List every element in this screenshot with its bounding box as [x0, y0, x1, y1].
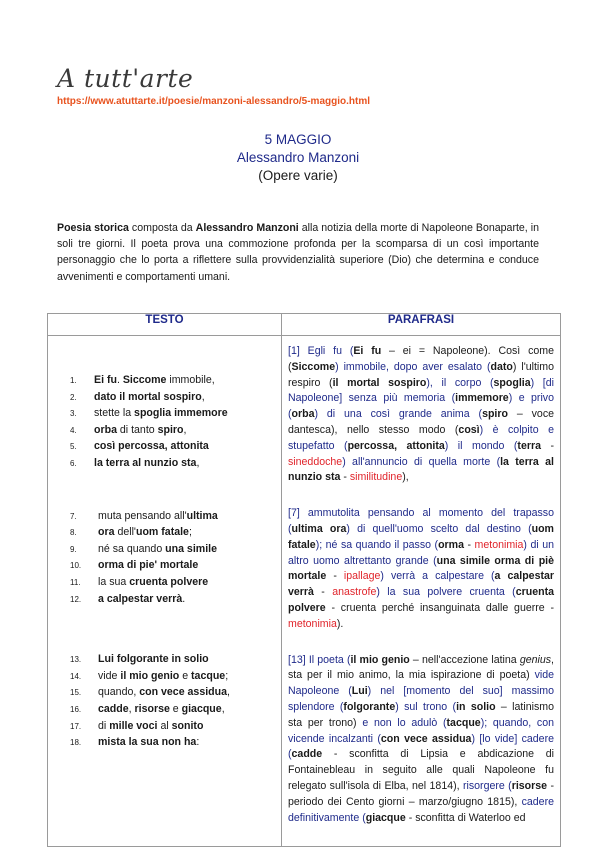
verse-number: 12.	[70, 594, 82, 604]
verse-number: 16.	[70, 704, 82, 714]
verse-line	[48, 559, 281, 576]
verse-ref: [1]	[288, 345, 300, 357]
verse-text: stette la spoglia immemore	[94, 407, 228, 420]
parafrasi-cell	[282, 336, 561, 847]
parafrasi-block-3: [13] Il poeta (il mio genio – nell'accezione latina genius, sta per il mio animo, la mia ispirazione di poeta) vide Napoleone (Lui) nel [momento del suo] massimo splendore (folgorante) sul trono (in solio – latinismo sta per trono) e non lo adulò (tacque); quando, con vicende incalzanti (con vece assidua) [lo vide] cadere (cadde - sconfitta di Lipsia e abdicazione di Fontainebleau in seguito alle quali Napoleone fu relegato sull'isola di Elba, nel 1814), risorgere (risorse - periodo dei Cento giorni – marzo/giugno 1815), cadere definitivamente (giacque - sconfitta di Waterloo ed	[288, 653, 554, 824]
verse-line	[48, 653, 281, 670]
poem-work: (Opere varie)	[258, 168, 338, 183]
verse-number: 1.	[70, 376, 77, 385]
stanza-3	[48, 653, 281, 753]
verse-line	[48, 593, 281, 610]
verse-text: vide il mio genio e tacque;	[98, 669, 229, 682]
verse-text: cadde, risorse e giacque,	[98, 702, 225, 715]
intro-text: composta da	[128, 222, 196, 234]
parafrasi-block-2: [7] ammutolita pensando al momento del trapasso (ultima ora) di quell'uomo scelto dal destino (uom fatale); né sa quando il passo (orma - metonimia) di un altro uomo altrettanto grande (una simile orma di piè mortale - ipallage) verrà a calpestare (a calpestar verrà - anastrofe) la sua polvere cruenta (cruenta polvere - cruenta perché insanguinata dalle guerre - metonimia).	[288, 507, 555, 630]
stanza-1	[48, 374, 281, 474]
verse-ref: [13]	[288, 653, 306, 666]
intro-bold-genre: Poesia storica	[57, 222, 129, 234]
verse-number: 18.	[70, 738, 82, 748]
verse-number: 3.	[70, 409, 77, 419]
verse-text: la terra al nunzio sta,	[94, 456, 200, 469]
verse-line	[48, 440, 281, 457]
verse-text: ora dell'uom fatale;	[98, 526, 192, 539]
verse-line	[48, 407, 281, 424]
verse-line	[48, 391, 281, 408]
verse-line	[48, 670, 281, 687]
verse-line	[48, 686, 281, 703]
verse-text: Lui folgorante in solio	[98, 653, 209, 666]
stanza-2	[48, 510, 281, 610]
verse-text: né sa quando una simile	[98, 542, 217, 555]
verse-line	[48, 424, 281, 441]
source-url-link[interactable]: https://www.atuttarte.it/poesie/manzoni-alessandro/5-maggio.html	[57, 96, 370, 107]
poem-author: Alessandro Manzoni	[236, 150, 360, 165]
verse-line	[48, 510, 281, 527]
verse-number: 15.	[70, 688, 82, 698]
verse-line	[48, 526, 281, 543]
verse-text: orma di pie' mortale	[98, 559, 199, 572]
verse-line	[48, 576, 281, 593]
verse-number: 10.	[70, 561, 82, 571]
verse-number: 9.	[70, 544, 77, 554]
verse-number: 6.	[70, 458, 77, 468]
intro-bold-author: Alessandro Manzoni	[195, 222, 299, 234]
parafrasi-block-1: [1] Egli fu (Ei fu – ei = Napoleone). Così come (Siccome) immobile, dopo aver esalato (dato) l'ultimo respiro (il mortal sospiro), il corpo (spoglia) [di Napoleone] senza più memoria (immemore) e privo (orba) di una così grande anima (spiro – voce dantesca), nello stesso modo (così) è colpito e stupefatto (percossa, attonita) il mondo (terra - sineddoche) all'annuncio di quella morte (la terra al nunzio sta - similitudine),	[288, 345, 555, 484]
verse-number: 17.	[70, 721, 82, 731]
verse-line	[48, 374, 281, 391]
verse-text: la sua cruenta polvere	[98, 575, 209, 588]
verse-number: 7.	[70, 511, 77, 521]
verse-text: muta pensando all'ultima	[98, 509, 218, 522]
intro-text-rest: alla notizia della morte di Napoleone Bonaparte, in soli tre giorni. Il poeta prova una commozione profonda per la scomparsa di un così importante personaggio che lo porta a riflettere sulla provvidenzialità superiore (Dio) che determina e conduce avvenimenti e comportamenti umani.	[57, 222, 540, 283]
poem-title: 5 MAGGIO	[264, 132, 332, 147]
column-header-testo: TESTO	[48, 314, 282, 336]
verse-line	[48, 703, 281, 720]
verse-text: così percossa, attonita	[94, 440, 209, 453]
verse-line	[48, 543, 281, 560]
verse-number: 14.	[70, 671, 82, 681]
verse-line	[48, 736, 281, 753]
verse-text: dato il mortal sospiro,	[94, 390, 205, 403]
verse-text: a calpestar verrà.	[98, 592, 186, 605]
verse-number: 8.	[70, 528, 77, 538]
column-header-parafrasi: PARAFRASI	[282, 314, 561, 336]
verse-number: 2.	[70, 392, 77, 402]
verse-text: quando, con vece assidua,	[98, 686, 230, 699]
title-block	[0, 131, 596, 185]
verse-ref: [7]	[288, 507, 300, 520]
verse-number: 5.	[70, 442, 77, 452]
verse-text: mista la sua non ha:	[98, 736, 200, 749]
verse-number: 4.	[70, 425, 77, 435]
verse-text: orba di tanto spiro,	[94, 423, 187, 436]
verse-number: 13.	[70, 655, 82, 665]
verse-line	[48, 720, 281, 737]
verse-line	[48, 457, 281, 474]
intro-paragraph	[57, 220, 539, 285]
poem-table	[47, 313, 561, 847]
verse-number: 11.	[70, 577, 81, 587]
verse-text: di mille voci al sonito	[98, 719, 204, 732]
site-logo[interactable]: A tutt'arte	[57, 64, 194, 93]
verses-cell	[48, 336, 282, 847]
verse-text: Ei fu. Siccome immobile,	[94, 374, 215, 386]
